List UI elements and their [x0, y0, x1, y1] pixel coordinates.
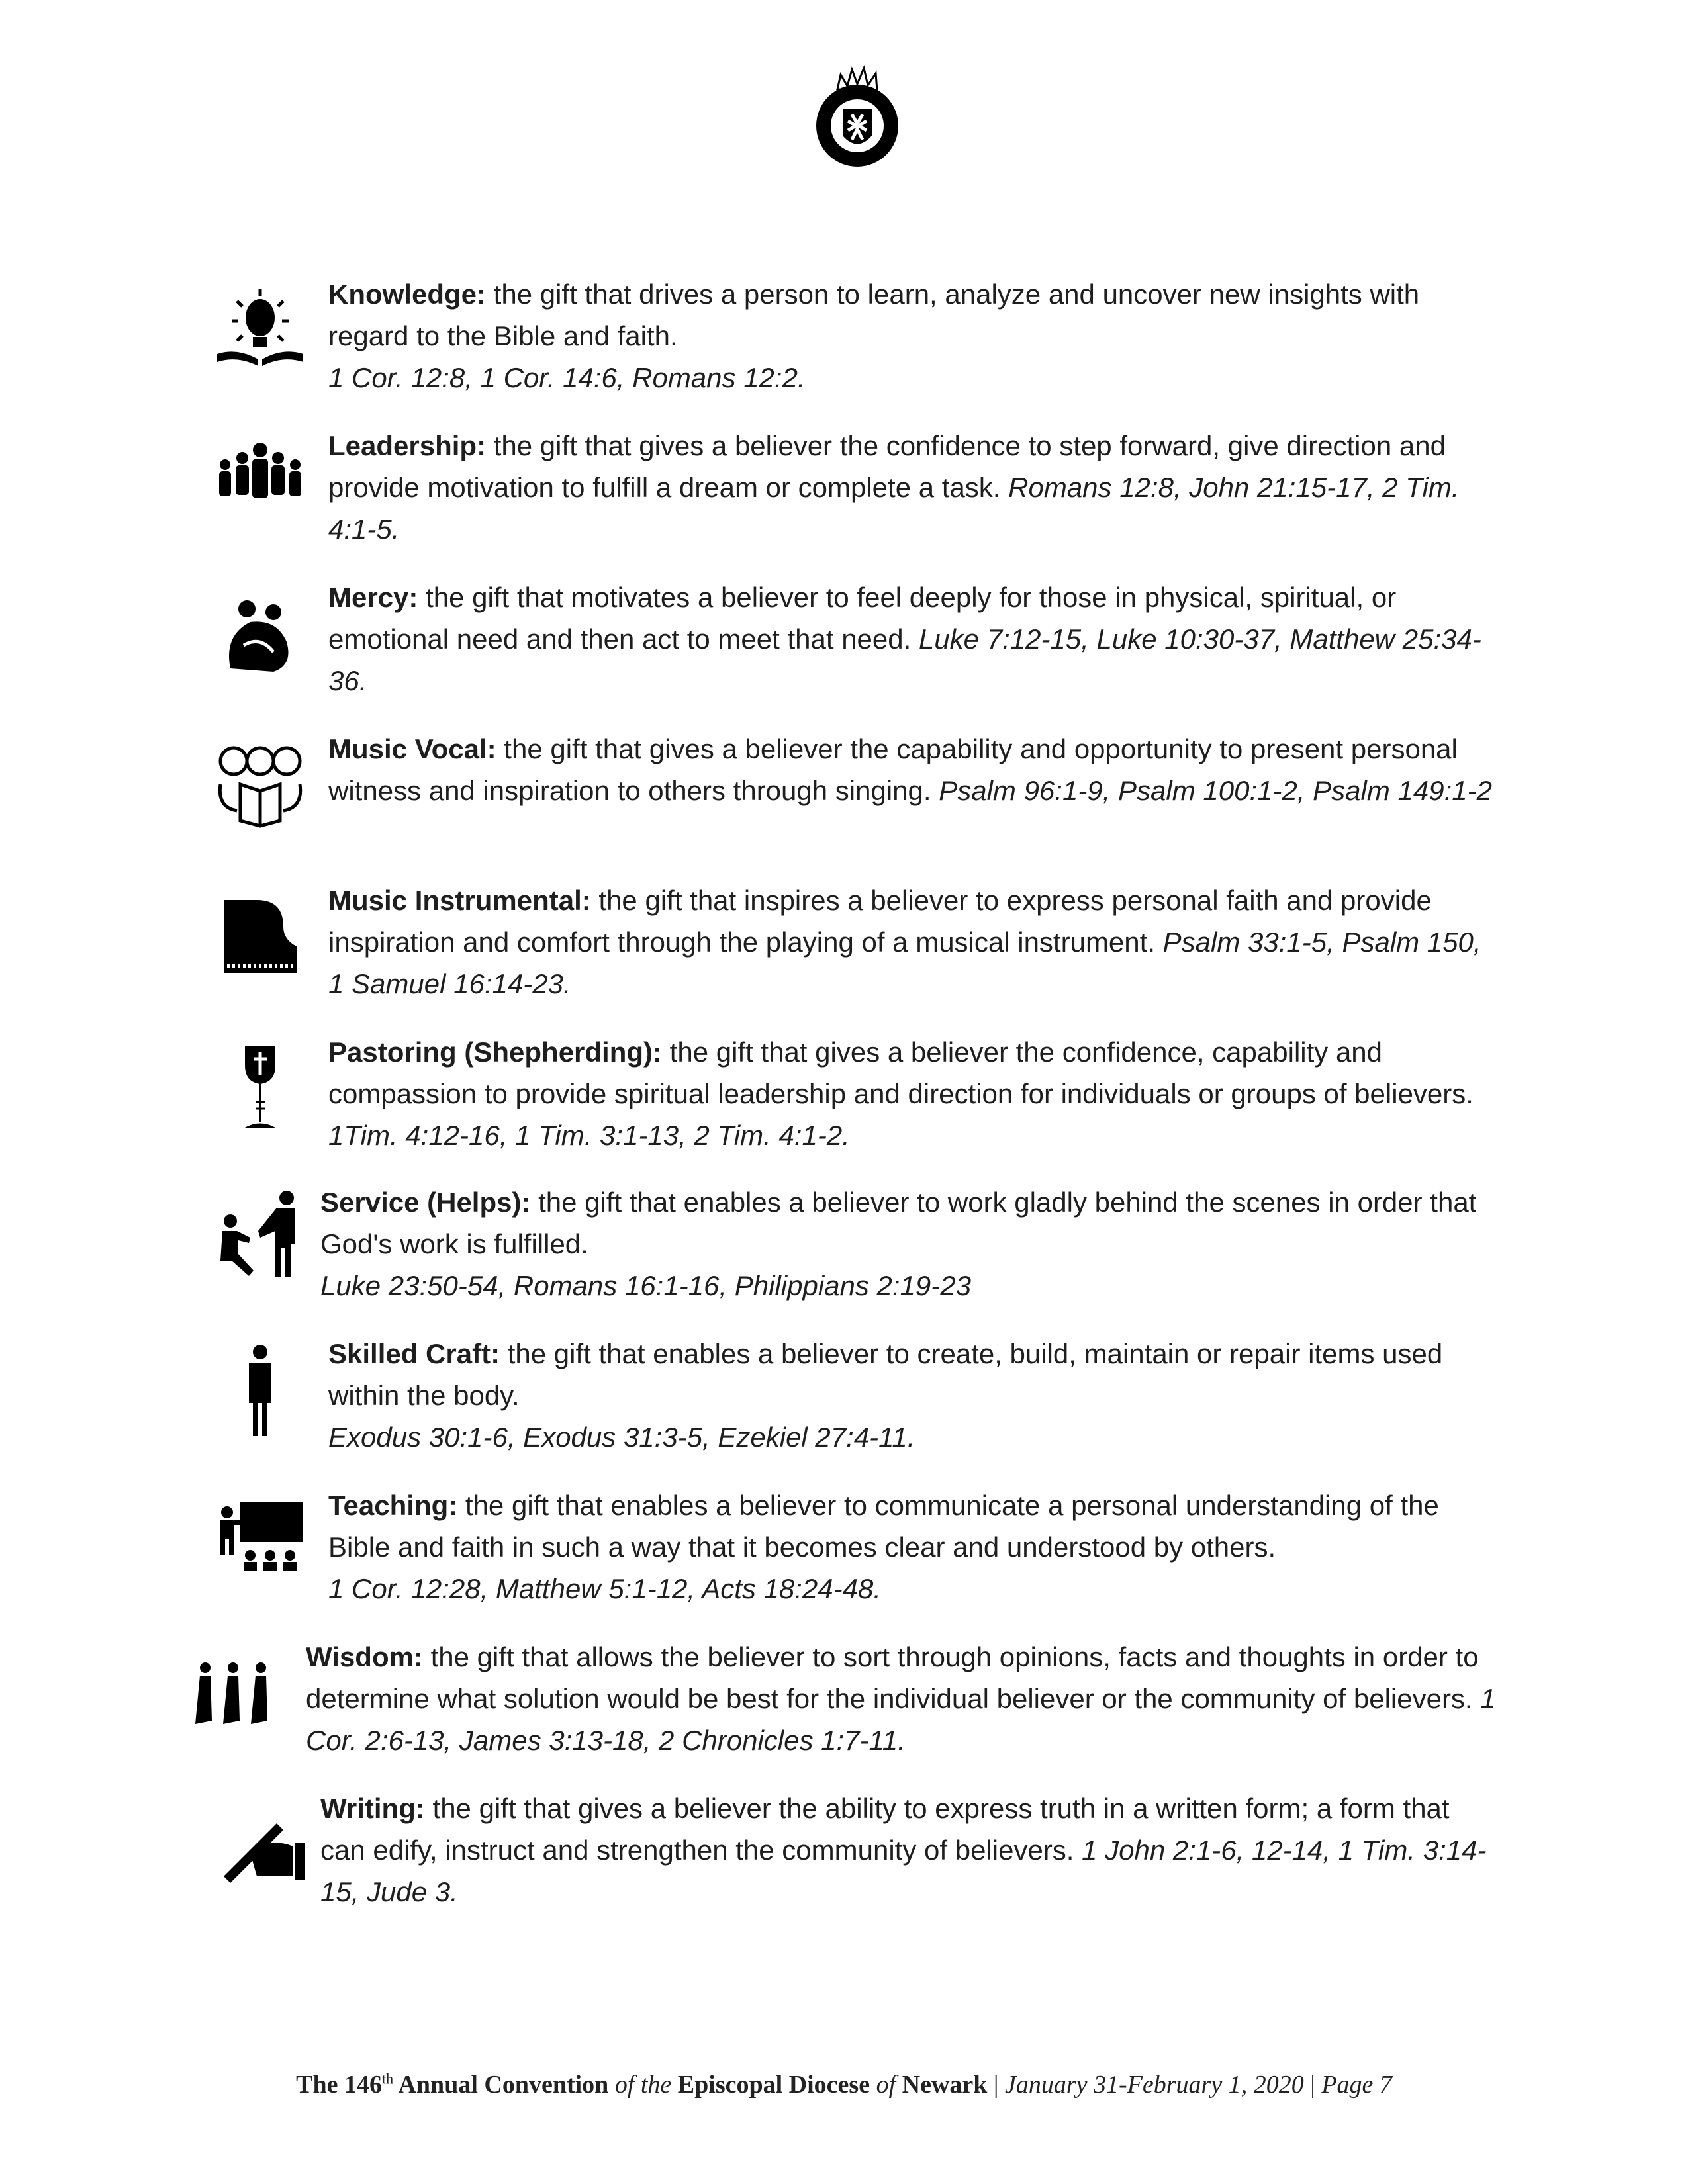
footer-of: of: [876, 2071, 896, 2099]
gift-term: Mercy:: [328, 582, 418, 613]
footer-ordinal: th: [381, 2070, 394, 2087]
gift-term: Knowledge:: [328, 279, 486, 310]
gift-term: Service (Helps):: [320, 1187, 531, 1218]
teacher-icon: [211, 1492, 310, 1592]
helping-hand-icon: [211, 1185, 310, 1284]
gift-references: 1 Cor. 2:6-13, James 3:13-18, 2 Chronicles 1:7-11.: [306, 1683, 1496, 1756]
gift-term: Music Vocal:: [328, 733, 496, 764]
gift-references: 1Tim. 4:12-16, 1 Tim. 3:1-13, 2 Tim. 4:1-2.: [328, 1120, 850, 1151]
gift-writing: [320, 1788, 1492, 1913]
gift-term: Writing:: [320, 1793, 425, 1824]
gift-term: Pastoring (Shepherding):: [328, 1036, 662, 1068]
gift-term: Wisdom:: [306, 1641, 423, 1672]
gift-pastoring: [328, 1031, 1500, 1156]
gift-description: the gift that gives a believer the confidence, capability and compassion to provide spiritual leadership and direction for individuals or groups of believers.: [328, 1036, 1474, 1109]
footer-newark: Newark: [896, 2071, 988, 2099]
gift-mercy: [328, 576, 1500, 702]
gift-references: Psalm 96:1-9, Psalm 100:1-2, Psalm 149:1-2: [939, 775, 1492, 806]
gift-references: Romans 12:8, John 21:15-17, 2 Tim. 4:1-5.: [328, 472, 1460, 545]
gift-description: the gift that gives a believer the confidence to step forward, give direction and provide motivation to fulfill a dream or complete a task.: [328, 430, 1446, 503]
gift-description: the gift that enables a believer to create, build, maintain or repair items used within the body.: [328, 1338, 1443, 1411]
gift-service: [320, 1181, 1492, 1306]
craftsman-icon: [211, 1340, 310, 1439]
footer-episcopal-diocese: Episcopal Diocese: [671, 2071, 876, 2099]
gift-term: Teaching:: [328, 1490, 458, 1521]
gift-description: the gift that allows the believer to sort through opinions, facts and thoughts in order to determine what solution would be best for the individual believer or the community of believers.: [306, 1641, 1481, 1714]
gift-skilled-craft: [328, 1333, 1500, 1458]
gift-references: 1 Cor. 12:28, Matthew 5:1-12, Acts 18:24-48.: [328, 1573, 882, 1604]
footer-dates: January 31-February 1, 2020: [1005, 2071, 1304, 2099]
lightbulb-book-icon: [211, 281, 310, 381]
footer-convention-number: The 146: [296, 2071, 382, 2099]
wise-men-icon: [185, 1641, 285, 1741]
gift-term: Leadership:: [328, 430, 487, 461]
group-leader-icon: [211, 437, 310, 536]
gift-references: 1 Cor. 12:8, 1 Cor. 14:6, Romans 12:2.: [328, 362, 806, 393]
page-footer: [0, 2070, 1688, 2099]
gift-description: the gift that drives a person to learn, analyze and uncover new insights with regard to the Bible and faith.: [328, 279, 1420, 351]
chalice-icon: [211, 1039, 310, 1138]
gift-music-vocal: [328, 728, 1500, 811]
gift-description: the gift that gives a believer the ability to express truth in a written form; a form that can edify, instruct and strengthen the community of believers.: [320, 1793, 1450, 1866]
singers-icon: [211, 735, 310, 834]
gift-description: the gift that inspires a believer to express personal faith and provide inspiration and comfort through the playing of a musical instrument.: [328, 885, 1432, 958]
gift-description: the gift that motivates a believer to feel deeply for those in physical, spiritual, or emotional need and then act to meet that need.: [328, 582, 1397, 655]
embrace-icon: [211, 589, 310, 688]
gift-wisdom: [306, 1636, 1497, 1761]
gift-references: Psalm 33:1-5, Psalm 150, 1 Samuel 16:14-23.: [328, 927, 1481, 999]
gift-description: the gift that enables a believer to communicate a personal understanding of the Bible and faith in such a way that it becomes clear and understood by others.: [328, 1490, 1439, 1563]
gift-term: Skilled Craft:: [328, 1338, 500, 1369]
page-number: Page 7: [1321, 2071, 1392, 2099]
gift-references: Luke 7:12-15, Luke 10:30-37, Matthew 25:34-36.: [328, 623, 1481, 696]
footer-separator: |: [1303, 2071, 1322, 2099]
gift-description: the gift that gives a believer the capability and opportunity to present personal witness and inspiration to others through singing.: [328, 733, 1458, 806]
gift-music-instrumental: [328, 880, 1500, 1005]
gift-references: Luke 23:50-54, Romans 16:1-16, Philippians 2:19-23: [320, 1270, 971, 1301]
gift-term: Music Instrumental:: [328, 885, 591, 916]
piano-icon: [211, 887, 310, 986]
gift-teaching: [328, 1484, 1500, 1610]
gift-leadership: [328, 425, 1500, 550]
footer-separator: |: [987, 2071, 1006, 2099]
gift-references: 1 John 2:1-6, 12-14, 1 Tim. 3:14-15, Jude 3.: [320, 1835, 1487, 1907]
footer-of-the: of the: [614, 2071, 672, 2099]
stewardship-logo: [811, 63, 904, 169]
writing-hand-icon: [211, 1797, 310, 1896]
footer-annual-convention: Annual Convention: [393, 2071, 615, 2099]
gift-references: Exodus 30:1-6, Exodus 31:3-5, Ezekiel 27:4-11.: [328, 1422, 915, 1453]
gift-knowledge: [328, 273, 1500, 398]
gift-description: the gift that enables a believer to work gladly behind the scenes in order that God's work is fulfilled.: [320, 1187, 1477, 1259]
